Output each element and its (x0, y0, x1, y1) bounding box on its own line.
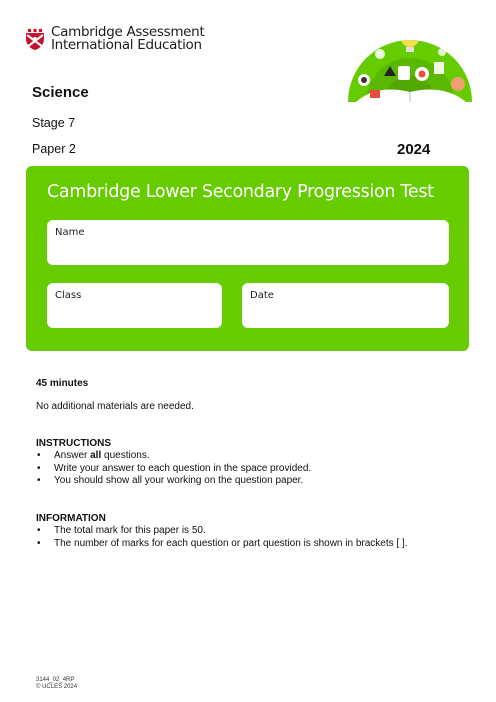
cambridge-logo (25, 26, 204, 52)
list-item: • The total mark for this paper is 50. (36, 525, 408, 538)
name-field[interactable] (47, 220, 449, 265)
logo-text (51, 26, 204, 52)
instructions-list (36, 450, 311, 488)
subject-title: Science (32, 84, 89, 101)
panel-title: Cambridge Lower Secondary Progression Test (47, 182, 434, 202)
class-field-label: Class (55, 290, 82, 301)
paper-code: 3144_02_4RP (36, 677, 75, 683)
footer (36, 677, 77, 691)
information-heading: INFORMATION (36, 513, 106, 524)
paper-label: Paper 2 (32, 142, 76, 156)
duration-text: 45 minutes (36, 378, 89, 389)
information-list (36, 525, 408, 550)
list-item: • The number of marks for each question or part question is shown in brackets [ ]. (36, 538, 408, 551)
instruction-1-post: questions. (101, 450, 150, 461)
science-illustration-icon (346, 18, 474, 102)
instruction-1-pre: Answer (54, 450, 91, 461)
cambridge-shield-icon (25, 27, 45, 51)
date-field[interactable] (242, 283, 449, 328)
instruction-1-bold: all (90, 450, 102, 461)
logo-line-1: Cambridge Assessment (51, 24, 205, 40)
logo-line-2: International Education (51, 37, 202, 53)
class-field[interactable] (47, 283, 222, 328)
instructions-heading: INSTRUCTIONS (36, 438, 111, 449)
candidate-details-panel (26, 166, 469, 351)
copyright-text: © UCLES 2024 (36, 684, 78, 690)
materials-text: No additional materials are needed. (36, 401, 194, 412)
stage-label: Stage 7 (32, 116, 76, 130)
list-item: • Write your answer to each question in the space provided. (36, 463, 311, 476)
year-label: 2024 (397, 141, 431, 158)
name-field-label: Name (55, 227, 85, 238)
list-item (36, 450, 311, 463)
list-item: • You should show all your working on the question paper. (36, 475, 311, 488)
date-field-label: Date (250, 290, 274, 301)
